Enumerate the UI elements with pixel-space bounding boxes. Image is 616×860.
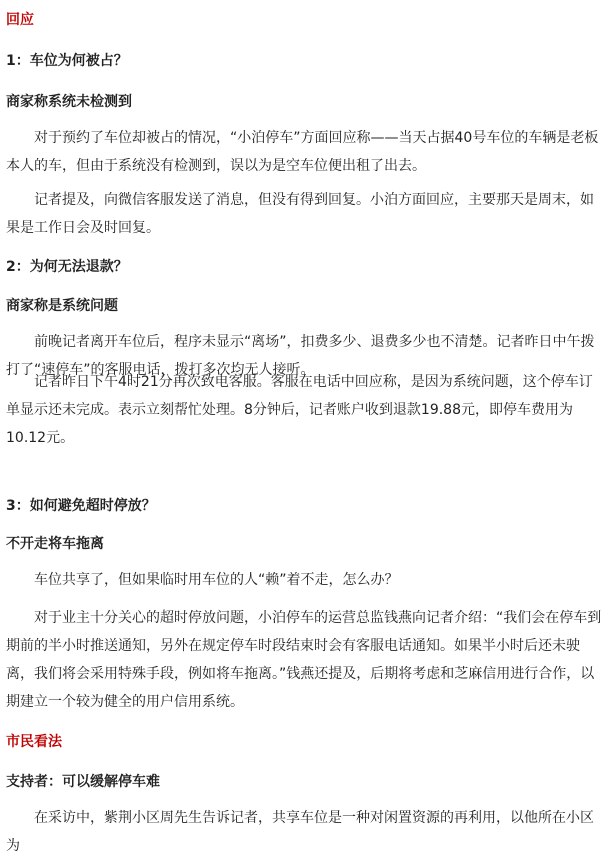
question-3-paragraph-2: 对于业主十分关心的超时停放问题，小泊停车的运营总监钱燕向记者介绍：“我们会在停车到期前的半小时推送通知，另外在规定停车时段结束时会有客服电话通知。如果半小时后还未驶离，我们将会采用特殊手段，例如将车拖离。”钱燕还提及，后期将考虑和芝麻信用进行合作，以期建立一个较为健全的用户信用系统。 — [6, 610, 602, 710]
question-1-heading: 1：车位为何被占？ — [6, 53, 128, 69]
question-3-heading: 3：如何避免超时停放？ — [6, 498, 156, 514]
question-2-paragraph-2: 记者昨日下午4时21分再次致电客服。客服在电话中回应称，是因为系统问题，这个停车订单显示还未完成。表示立刻帮忙处理。8分钟后，记者账户收到退款19.88元，即停车费用为10.12元。 — [6, 374, 593, 446]
supporters-subheading: 支持者：可以缓解停车难 — [6, 774, 160, 790]
question-2-subheading: 商家称是系统问题 — [6, 298, 118, 314]
question-3-subheading: 不开走将车拖离 — [6, 536, 104, 552]
question-1-subheading: 商家称系统未检测到 — [6, 94, 132, 110]
question-1-paragraph-2: 记者提及，向微信客服发送了消息，但没有得到回复。小泊方面回应，主要那天是周末，如果是工作日会及时回复。 — [6, 192, 594, 236]
question-2-paragraph-1: 前晚记者离开车位后，程序未显示“离场”，扣费多少、退费多少也不清楚。记者昨日中午拨打了“速停车”的客服电话，拨打多次均无人接听。 — [6, 334, 595, 378]
section-title-response: 回应 — [6, 12, 34, 28]
question-2-heading: 2：为何无法退款？ — [6, 259, 128, 275]
question-3-paragraph-1: 车位共享了，但如果临时用车位的人“赖”着不走，怎么办？ — [34, 572, 399, 588]
section-title-public-opinion: 市民看法 — [6, 734, 62, 750]
supporters-paragraph-1: 在采访中，紫荆小区周先生告诉记者，共享车位是一种对闲置资源的再利用，以他所在小区为 — [6, 810, 594, 854]
question-1-paragraph-1: 对于预约了车位却被占的情况，“小泊停车”方面回应称——当天占据40号车位的车辆是老板本人的车，但由于系统没有检测到，误以为是空车位便出租了出去。 — [6, 130, 599, 174]
